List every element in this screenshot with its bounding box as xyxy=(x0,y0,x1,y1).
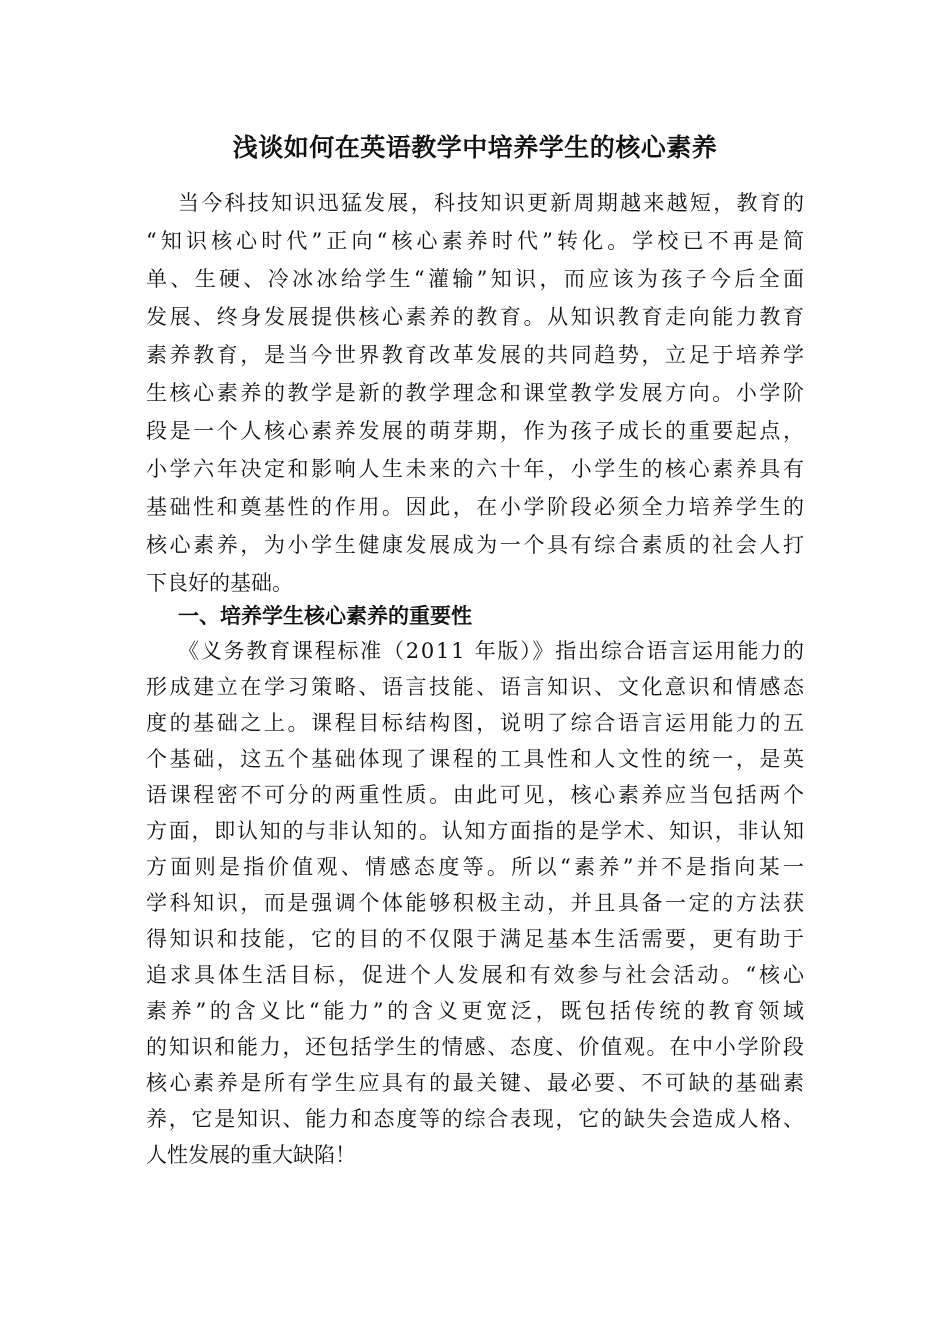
paragraph-line: 语课程密不可分的两重性质。由此可见，核心素养应当包括两个 xyxy=(146,783,807,807)
paragraph-line: 素养教育，是当今世界教育改革发展的共同趋势，立足于培养学 xyxy=(146,343,807,367)
paragraph-line: 发展、终身发展提供核心素养的教育。从知识教育走向能力教育 xyxy=(146,305,807,329)
paragraph-line: 形成建立在学习策略、语言技能、语言知识、文化意识和情感态 xyxy=(146,675,807,699)
paragraph-line: 个基础，这五个基础体现了课程的工具性和人文性的统一，是英 xyxy=(146,747,807,771)
paragraph-line: 方面，即认知的与非认知的。认知方面指的是学术、知识，非认知 xyxy=(146,819,806,843)
paragraph-line: 方面则是指价值观、情感态度等。所以“素养”并不是指向某一 xyxy=(146,855,808,879)
paragraph-line: “知识核心时代”正向“核心素养时代”转化。学校已不再是简 xyxy=(146,229,809,253)
paragraph-line: 核心素养，为小学生健康发展成为一个具有综合素质的社会人打 xyxy=(146,533,807,557)
paragraph-line: 人性发展的重大缺陷！ xyxy=(146,1143,356,1167)
paragraph-line: 得知识和技能，它的目的不仅限于满足基本生活需要，更有助于 xyxy=(146,927,807,951)
paragraph-line: 《义务教育课程标准（2011 年版）》指出综合语言运用能力的 xyxy=(178,639,806,663)
paragraph-line: 小学六年决定和影响人生未来的六十年，小学生的核心素养具有 xyxy=(146,457,807,481)
paragraph-line: 核心素养是所有学生应具有的最关键、最必要、不可缺的基础素 xyxy=(146,1071,807,1095)
paragraph-line: 下良好的基础。 xyxy=(146,571,293,595)
paragraph-line: 当今科技知识迅猛发展，科技知识更新周期越来越短，教育的 xyxy=(178,191,807,215)
paragraph-line: 基础性和奠基性的作用。因此，在小学阶段必须全力培养学生的 xyxy=(146,495,807,519)
paragraph-line: 单、生硬、冷冰冰给学生“灌输”知识，而应该为孩子今后全面 xyxy=(146,267,808,291)
paragraph-line: 追求具体生活目标，促进个人发展和有效参与社会活动。“核心 xyxy=(146,963,807,987)
paragraph-line: 养，它是知识、能力和态度等的综合表现，它的缺失会造成人格、 xyxy=(146,1107,806,1131)
paragraph-line: 的知识和能力，还包括学生的情感、态度、价值观。在中小学阶段 xyxy=(146,1035,806,1059)
paragraph-line: 度的基础之上。课程目标结构图，说明了综合语言运用能力的五 xyxy=(146,711,807,735)
paragraph-line: 生核心素养的教学是新的教学理念和课堂教学发展方向。小学阶 xyxy=(146,381,807,405)
document-title: 浅谈如何在英语教学中培养学生的核心素养 xyxy=(232,133,718,162)
section-heading: 一、培养学生核心素养的重要性 xyxy=(178,603,472,628)
paragraph-line: 学科知识，而是强调个体能够积极主动，并且具备一定的方法获 xyxy=(146,891,807,915)
paragraph-line: 段是一个人核心素养发展的萌芽期，作为孩子成长的重要起点， xyxy=(146,419,807,443)
paragraph-line: 素养”的含义比“能力”的含义更宽泛，既包括传统的教育领域 xyxy=(146,999,808,1023)
